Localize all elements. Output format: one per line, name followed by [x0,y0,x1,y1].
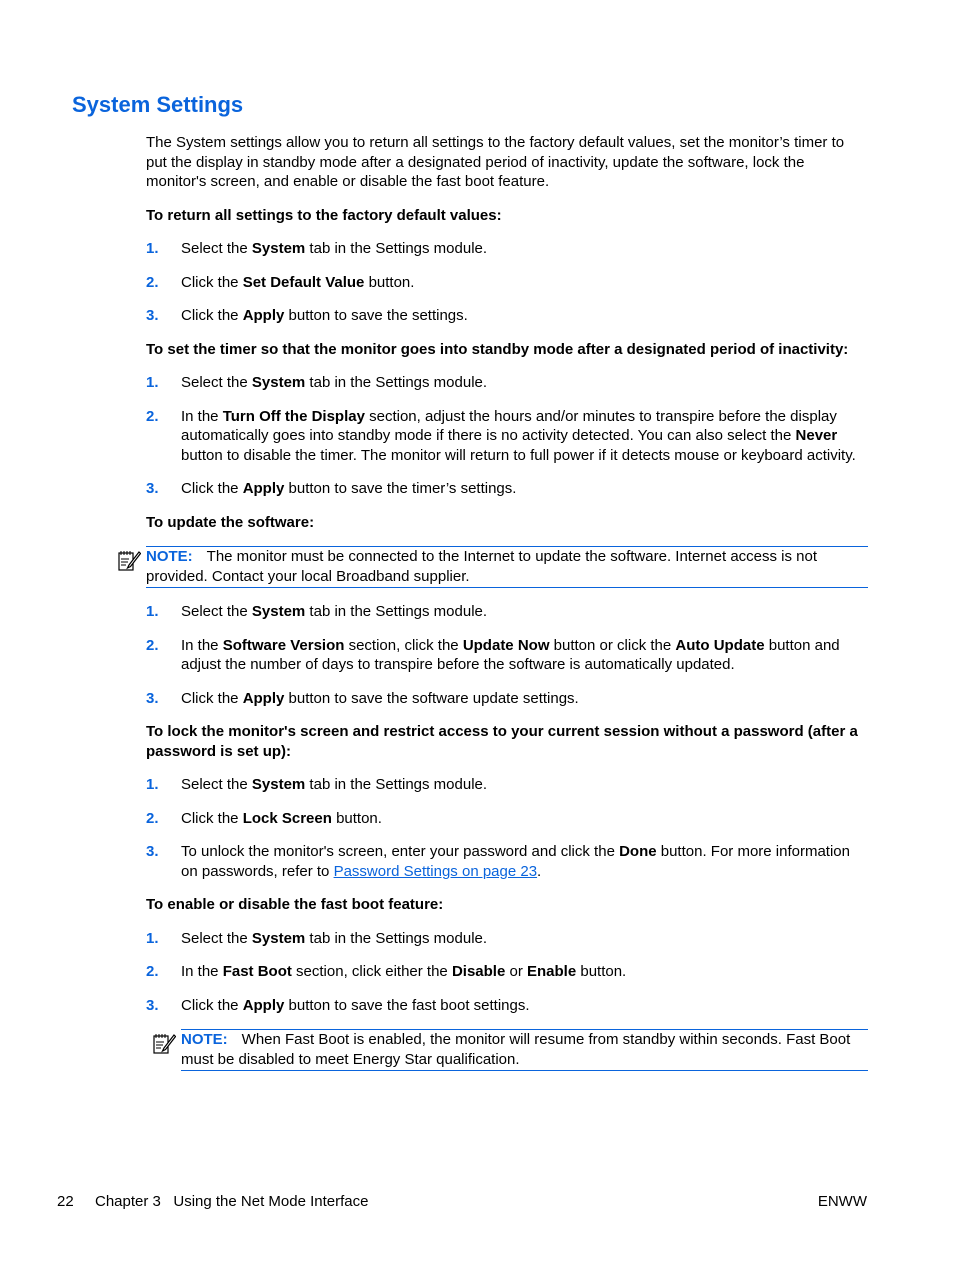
step-number: 1. [146,776,159,793]
step-text: In the [181,636,223,654]
note-pencil-icon [152,1031,176,1055]
step-text: button. [364,273,415,291]
list-item [146,842,868,881]
step-text: Click the [181,273,243,291]
list-item [146,775,868,795]
step-text: or [505,963,527,980]
list-item [146,479,868,499]
step-text: Click the [181,689,243,707]
step-number: 1. [146,374,159,391]
step-text: tab in the Settings module. [305,929,488,947]
step-text: button to save the fast boot settings. [284,996,530,1014]
list-item [146,602,868,622]
chapter-title: Chapter 3 Using the Net Mode Interface [95,1193,369,1210]
step-text: button or click the [549,636,676,654]
note-text: The monitor must be connected to the Internet to update the software. Internet access is not provided. Contact your local Broadband supplier. [146,548,818,585]
step-bold: Turn Off the Display [222,407,365,425]
step-text: button. For more information on passwords, refer to [181,843,850,880]
update-software-steps [146,602,868,708]
step-text: Click the [181,307,243,324]
step-text: button. [576,963,627,980]
fast-boot-steps [146,929,868,1016]
note-label: NOTE: [181,1031,228,1048]
step-bold: System [251,929,306,947]
step-text: . [537,862,542,880]
step-bold: Apply [242,480,285,497]
step-bold: Apply [242,689,285,707]
step-bold: Software Version [222,636,345,654]
step-number: 3. [146,843,159,860]
list-item [146,809,868,829]
step-bold: Update Now [462,636,550,654]
step-text: In the [181,407,223,425]
step-number: 3. [146,480,159,497]
note-label: NOTE: [146,548,193,565]
step-bold: System [251,776,306,793]
step-bold: System [251,603,306,620]
note-text: When Fast Boot is enabled, the monitor will resume from standby within seconds. Fast Boot must be disabled to meet Energy Star qualification. [181,1031,851,1068]
step-text: button to save the software update settings. [284,689,579,707]
step-bold: Apply [242,996,285,1014]
standby-timer-steps [146,373,868,499]
footer-code: ENWW [817,1193,867,1210]
list-item [146,636,868,675]
step-number: 2. [146,407,159,425]
step-text: button to disable the timer. The monitor will return to full power if it detects mouse or keyboard activity. [181,446,856,464]
step-bold: Set Default Value [242,273,365,291]
section-heading-update-software: To update the software: [146,513,315,531]
note-box [181,1029,868,1071]
step-text: Select the [181,240,252,257]
step-text: Click the [181,809,243,827]
step-bold: Apply [242,307,285,324]
list-item [146,273,868,293]
step-text: In the [181,963,223,980]
list-item [146,373,868,393]
step-number: 2. [146,636,159,654]
step-bold: Lock Screen [242,809,332,827]
list-item [146,239,868,259]
list-item [146,407,868,466]
step-text: Select the [181,929,252,947]
lock-screen-steps [146,775,868,881]
step-bold: Fast Boot [222,963,292,980]
step-text: Click the [181,996,243,1014]
step-number: 3. [146,307,159,324]
main-content [146,133,868,1085]
step-text: To unlock the monitor's screen, enter your password and click the [181,843,620,860]
step-bold: Auto Update [675,636,765,654]
step-text: button. [331,809,382,827]
step-bold: Never [795,427,838,444]
step-text: Select the [181,776,252,793]
step-number: 2. [146,273,159,291]
step-text: tab in the Settings module. [305,240,488,257]
note-box [146,546,868,588]
intro-paragraph: The System settings allow you to return all settings to the factory default values, set the monitor’s timer to put the display in standby mode after a designated period of inactivity, update the software, lock the monitor's screen, and enable or disable the fast boot feature. [146,134,845,190]
page-title: System Settings [72,92,244,117]
step-text: section, click either the [291,963,452,980]
step-number: 2. [146,809,159,827]
step-number: 3. [146,689,159,707]
list-item [146,929,868,949]
step-bold: Enable [527,963,577,980]
step-bold: Disable [451,963,506,980]
step-text: tab in the Settings module. [305,603,488,620]
list-item [146,689,868,709]
factory-default-steps [146,239,868,326]
step-number: 2. [146,963,159,980]
step-bold: System [251,374,306,391]
step-number: 1. [146,929,159,947]
section-heading-standby-timer: To set the timer so that the monitor goes into standby mode after a designated period of inactivity: [146,340,849,358]
step-text: button to save the settings. [284,307,468,324]
step-bold: Done [619,843,657,860]
step-text: tab in the Settings module. [305,776,488,793]
list-item [146,996,868,1016]
page-number: 22 [57,1193,74,1210]
step-number: 1. [146,603,159,620]
section-heading-factory-default: To return all settings to the factory default values: [146,206,502,224]
step-text: button and adjust the number of days to transpire before the software is automatically updated. [181,636,840,673]
section-heading-fast-boot: To enable or disable the fast boot feature: [146,896,444,913]
list-item [146,962,868,982]
step-text: tab in the Settings module. [305,374,488,391]
list-item [146,306,868,326]
step-text: section, click the [344,636,463,654]
password-settings-link[interactable]: Password Settings on page 23 [333,862,538,880]
step-text: Click the [181,480,243,497]
step-text: section, adjust the hours and/or minutes to transpire before the display automatically goes into standby mode if there is no activity detected. You can also select the [181,407,837,444]
note-pencil-icon [117,548,141,572]
section-heading-lock-screen: To lock the monitor's screen and restrict access to your current session without a password (after a password is set up): [146,723,858,760]
step-text: button to save the timer’s settings. [284,480,517,497]
step-bold: System [251,240,306,257]
step-number: 1. [146,240,159,257]
step-text: Select the [181,374,252,391]
step-number: 3. [146,996,159,1014]
step-text: Select the [181,603,252,620]
